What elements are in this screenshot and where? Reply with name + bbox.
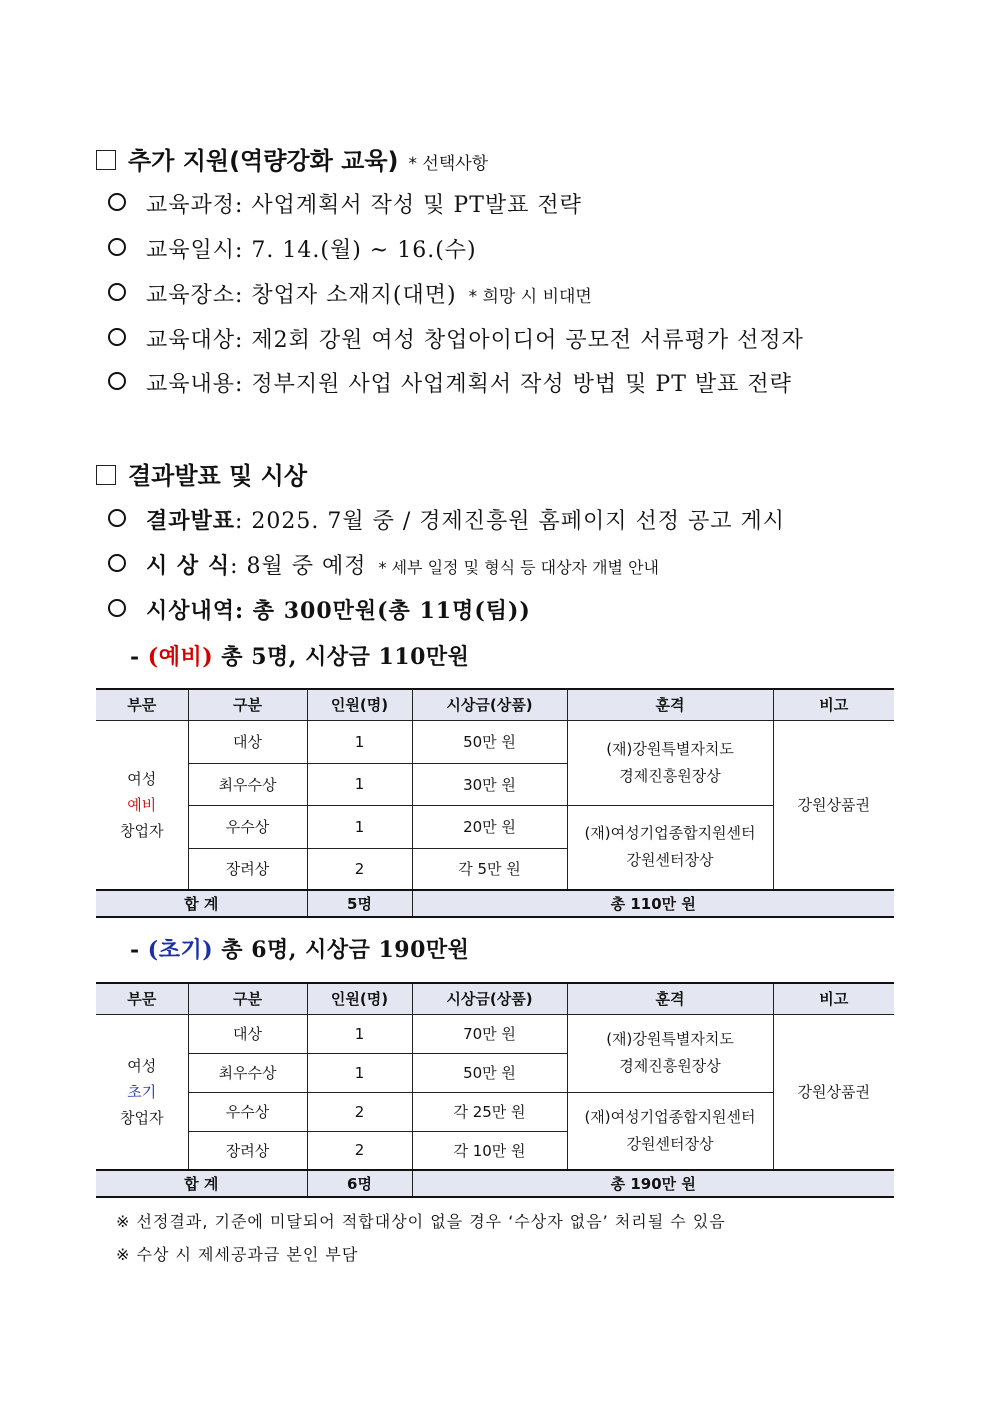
- checkbox-square-icon: [96, 465, 116, 485]
- award-type: 우수상: [188, 805, 307, 848]
- honor-cell: (재)여성기업종합지원센터 강원센터장상: [567, 1092, 773, 1170]
- footnote-tax: ※ 수상 시 제세공과금 본인 부담: [116, 1245, 359, 1264]
- award-count: 2: [307, 1131, 412, 1170]
- award-count: 1: [307, 1014, 412, 1053]
- result-announce-item: 결과발표: 2025. 7월 중 / 경제진흥원 홈페이지 선정 공고 게시: [108, 504, 785, 535]
- edu-target-item: 교육대상: 제2회 강원 여성 창업아이디어 공모전 서류평가 선정자: [108, 323, 804, 354]
- header-honor: 훈격: [567, 689, 773, 720]
- award-type: 대상: [188, 720, 307, 763]
- circle-bullet-icon: [108, 283, 126, 301]
- total-label: 합 계: [96, 890, 307, 917]
- table-row: [96, 720, 894, 763]
- circle-bullet-icon: [108, 328, 126, 346]
- award-prize: 50만 원: [412, 1053, 567, 1092]
- edu-date-item: 교육일시: 7. 14.(월) ~ 16.(수): [108, 233, 477, 264]
- group-early-heading: - (초기) 총 6명, 시상금 190만원: [130, 937, 470, 963]
- header-division: 부문: [96, 983, 188, 1014]
- award-detail-item: 시상내역: 총 300만원(총 11명(팀)): [108, 594, 531, 625]
- total-prize: 총 110만 원: [412, 890, 894, 917]
- remark-cell: 강원상품권: [773, 1014, 894, 1170]
- prize-table-prelim: [96, 688, 894, 918]
- header-division: 부문: [96, 689, 188, 720]
- section-title-extra-support: 추가 지원(역량강화 교육) * 선택사항: [96, 141, 488, 176]
- award-prize: 70만 원: [412, 1014, 567, 1053]
- award-prize: 각 5만 원: [412, 848, 567, 890]
- award-count: 1: [307, 763, 412, 805]
- circle-bullet-icon: [108, 193, 126, 211]
- circle-bullet-icon: [108, 238, 126, 256]
- total-row: [96, 1170, 894, 1197]
- footnote-selection: ※ 선정결과, 기준에 미달되어 적합대상이 없을 경우 ‘수상자 없음’ 처리될 수 있음: [116, 1212, 726, 1231]
- circle-bullet-icon: [108, 509, 126, 527]
- award-type: 우수상: [188, 1092, 307, 1131]
- total-label: 합 계: [96, 1170, 307, 1197]
- category-cell: 여성 초기 창업자: [96, 1014, 188, 1170]
- edu-content-item: 교육내용: 정부지원 사업 사업계획서 작성 방법 및 PT 발표 전략: [108, 367, 792, 398]
- header-honor: 훈격: [567, 983, 773, 1014]
- optional-note: * 선택사항: [408, 154, 489, 174]
- total-prize: 총 190만 원: [412, 1170, 894, 1197]
- circle-bullet-icon: [108, 554, 126, 572]
- honor-cell: (재)여성기업종합지원센터 강원센터장상: [567, 805, 773, 890]
- award-prize: 각 25만 원: [412, 1092, 567, 1131]
- circle-bullet-icon: [108, 599, 126, 617]
- header-count: 인원(명): [307, 689, 412, 720]
- header-remark: 비고: [773, 689, 894, 720]
- award-prize: 각 10만 원: [412, 1131, 567, 1170]
- category-cell: 여성 예비 창업자: [96, 720, 188, 890]
- checkbox-square-icon: [96, 150, 116, 170]
- edu-place-item: 교육장소: 창업자 소재지(대면) * 희망 시 비대면: [108, 278, 592, 309]
- award-prize: 20만 원: [412, 805, 567, 848]
- table-row: [96, 1014, 894, 1053]
- award-type: 대상: [188, 1014, 307, 1053]
- section-title-results: 결과발표 및 시상: [96, 456, 307, 491]
- header-prize: 시상금(상품): [412, 983, 567, 1014]
- header-prize: 시상금(상품): [412, 689, 567, 720]
- award-type: 최우수상: [188, 763, 307, 805]
- group-prelim-heading: - (예비) 총 5명, 시상금 110만원: [130, 644, 470, 670]
- award-type: 최우수상: [188, 1053, 307, 1092]
- header-type: 구분: [188, 689, 307, 720]
- prize-table-early: [96, 982, 894, 1198]
- honor-cell: (재)강원특별자치도 경제진흥원장상: [567, 720, 773, 805]
- award-count: 1: [307, 720, 412, 763]
- total-count: 6명: [307, 1170, 412, 1197]
- ceremony-item: 시 상 식: 8월 중 예정 * 세부 일정 및 형식 등 대상자 개별 안내: [108, 549, 659, 580]
- remark-cell: 강원상품권: [773, 720, 894, 890]
- header-count: 인원(명): [307, 983, 412, 1014]
- award-type: 장려상: [188, 1131, 307, 1170]
- award-prize: 30만 원: [412, 763, 567, 805]
- award-count: 2: [307, 848, 412, 890]
- honor-cell: (재)강원특별자치도 경제진흥원장상: [567, 1014, 773, 1092]
- award-type: 장려상: [188, 848, 307, 890]
- header-remark: 비고: [773, 983, 894, 1014]
- total-row: [96, 890, 894, 917]
- award-count: 2: [307, 1092, 412, 1131]
- award-count: 1: [307, 1053, 412, 1092]
- award-count: 1: [307, 805, 412, 848]
- circle-bullet-icon: [108, 372, 126, 390]
- award-prize: 50만 원: [412, 720, 567, 763]
- edu-course-item: 교육과정: 사업계획서 작성 및 PT발표 전략: [108, 188, 582, 219]
- header-type: 구분: [188, 983, 307, 1014]
- total-count: 5명: [307, 890, 412, 917]
